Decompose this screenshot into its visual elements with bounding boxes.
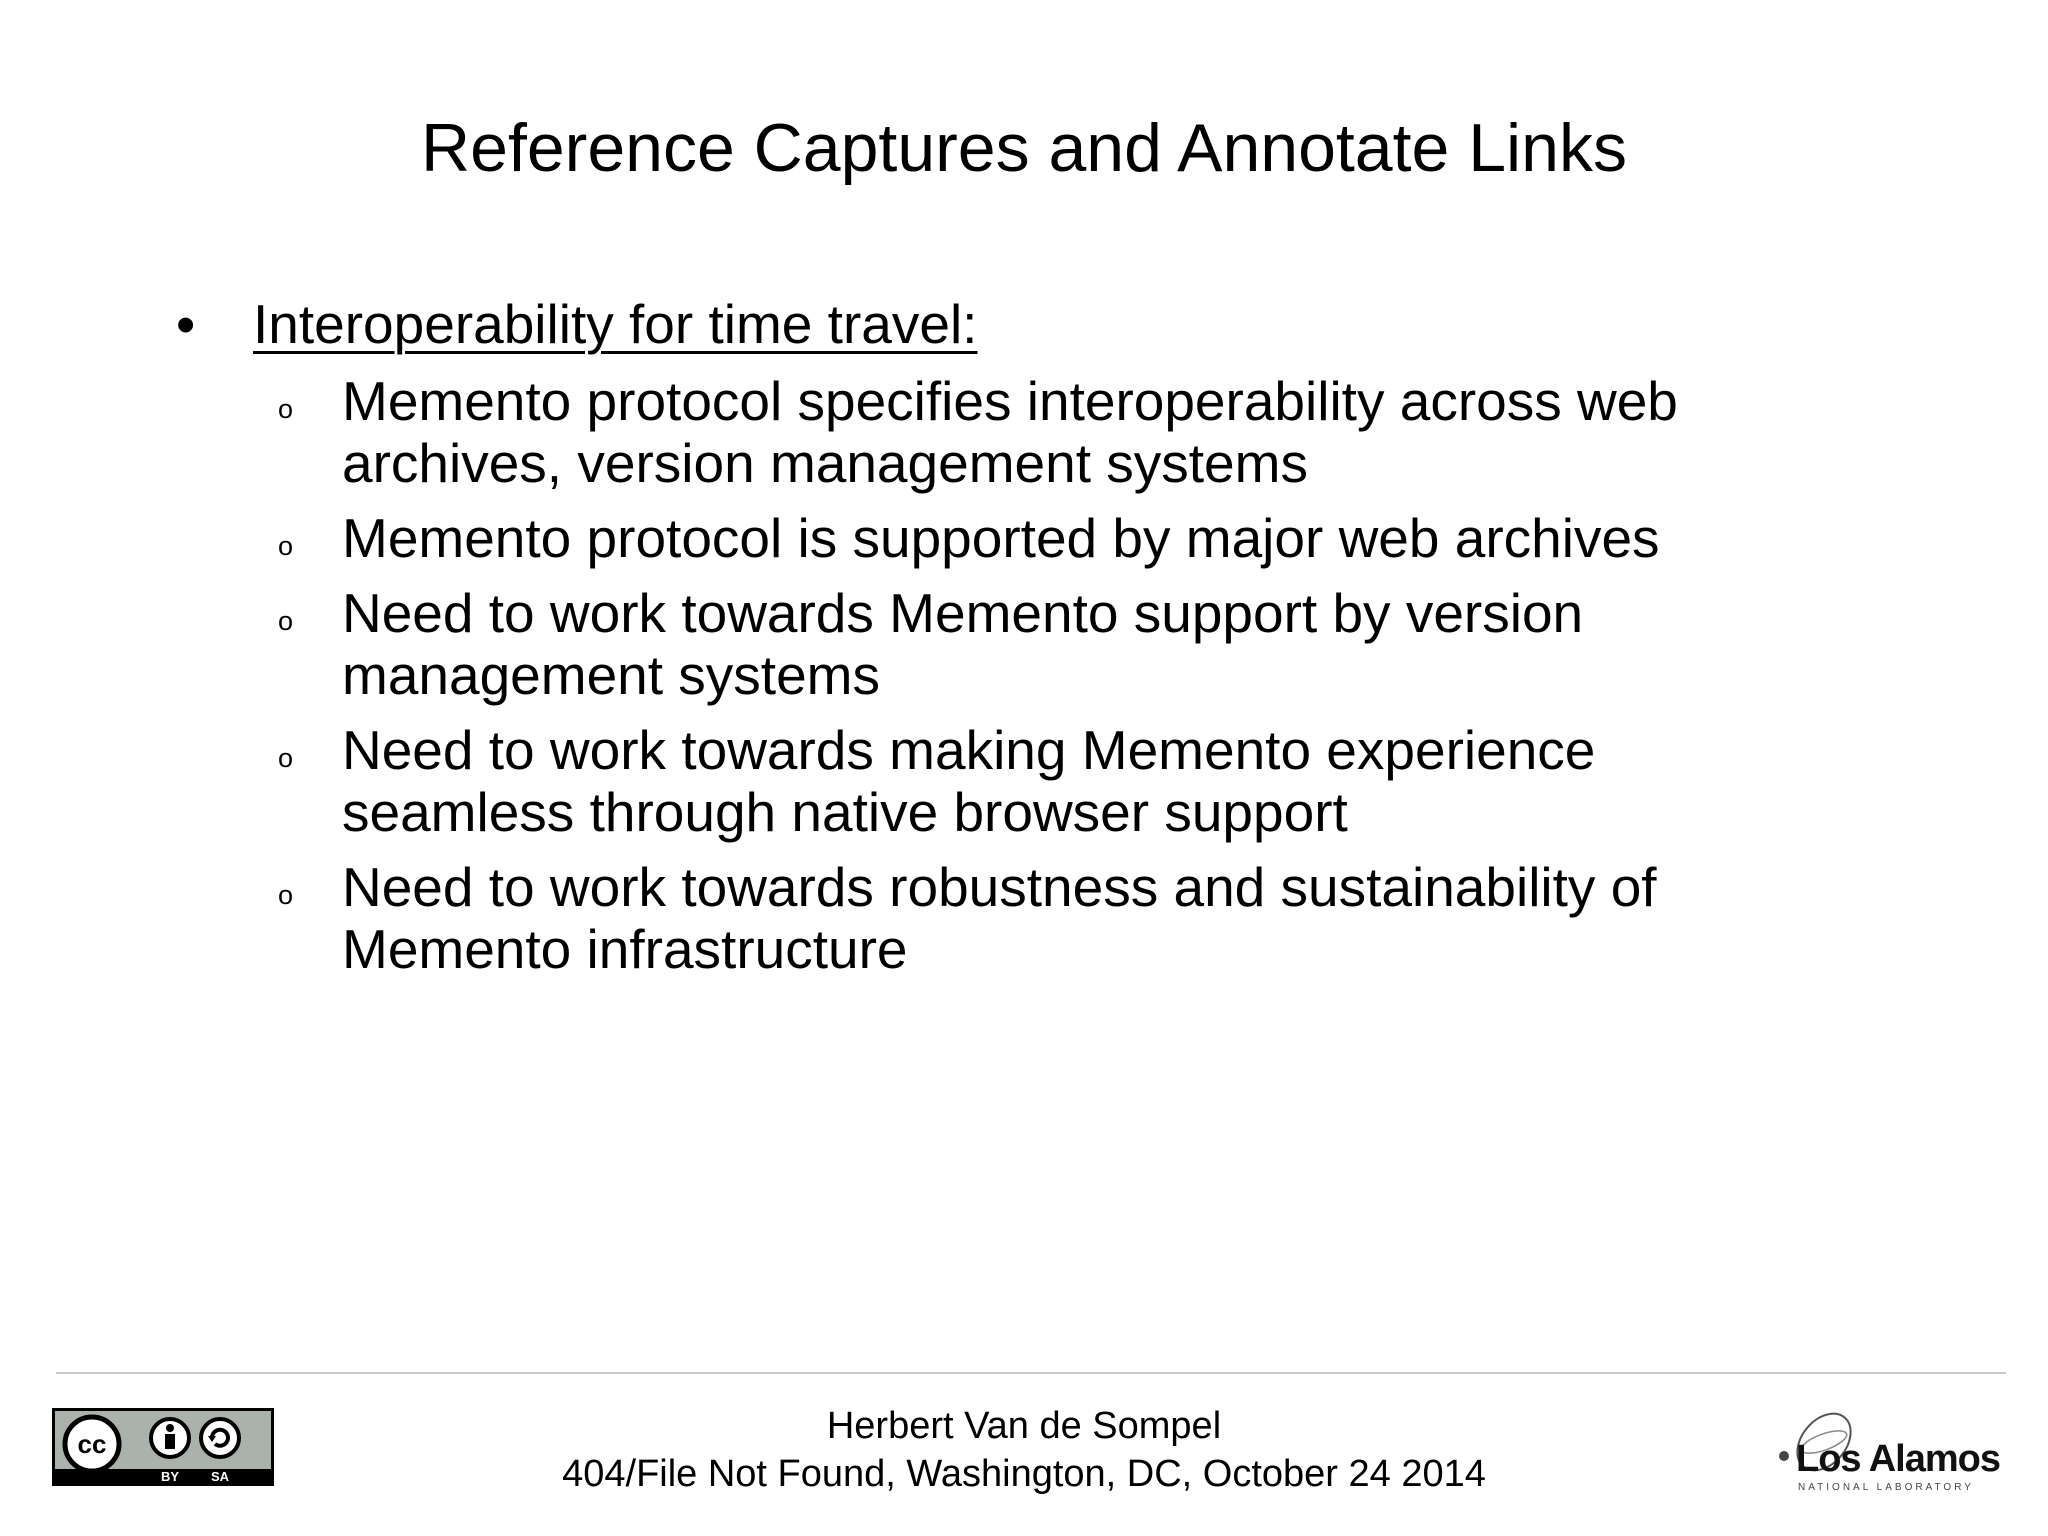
sub-bullet-item [278, 582, 1798, 706]
sub-bullet-item [278, 856, 1798, 980]
sub-bullet-text: Need to work towards robustness and sustainability of Memento infrastructure [342, 856, 1657, 980]
main-bullet-label: Interoperability for time travel: [253, 293, 978, 355]
sub-bullet-marker: o [278, 394, 294, 424]
sub-bullet-marker: o [278, 531, 294, 561]
los-alamos-logo [1766, 1400, 2006, 1500]
sub-bullet-marker: o [278, 743, 294, 773]
cc-text: cc [77, 1429, 107, 1459]
cc-by-text: BY [160, 1469, 180, 1484]
footer-author: Herbert Van de Sompel [826, 1405, 1222, 1447]
footer [0, 1402, 2048, 1498]
footer-divider [56, 1372, 2006, 1374]
sub-bullet-text: Need to work towards Memento support by version management systems [342, 582, 1584, 706]
sub-bullet-item [278, 507, 1798, 569]
los-alamos-logo-icon [1766, 1400, 2006, 1500]
sub-bullet-marker: o [278, 606, 294, 636]
logo-subtitle: NATIONAL LABORATORY [1798, 1482, 1974, 1493]
bullet-marker: • [176, 293, 196, 355]
slide-title: Reference Captures and Annotate Links [421, 110, 1627, 186]
sub-bullet-text: Need to work towards making Memento experience seamless through native browser support [342, 719, 1596, 843]
sub-bullet-text: Memento protocol specifies interoperability across web archives, version management systems [342, 370, 1678, 494]
footer-event: 404/File Not Found, Washington, DC, October 24 2014 [562, 1453, 1486, 1495]
sub-bullet-marker: o [278, 880, 294, 910]
sub-bullet-list [278, 370, 1798, 993]
sub-bullet-item [278, 719, 1798, 843]
sub-bullet-text: Memento protocol is supported by major web archives [342, 507, 1660, 569]
logo-name: Los Alamos [1796, 1438, 2000, 1480]
cc-sa-text: SA [210, 1469, 230, 1484]
sub-bullet-item [278, 370, 1798, 494]
